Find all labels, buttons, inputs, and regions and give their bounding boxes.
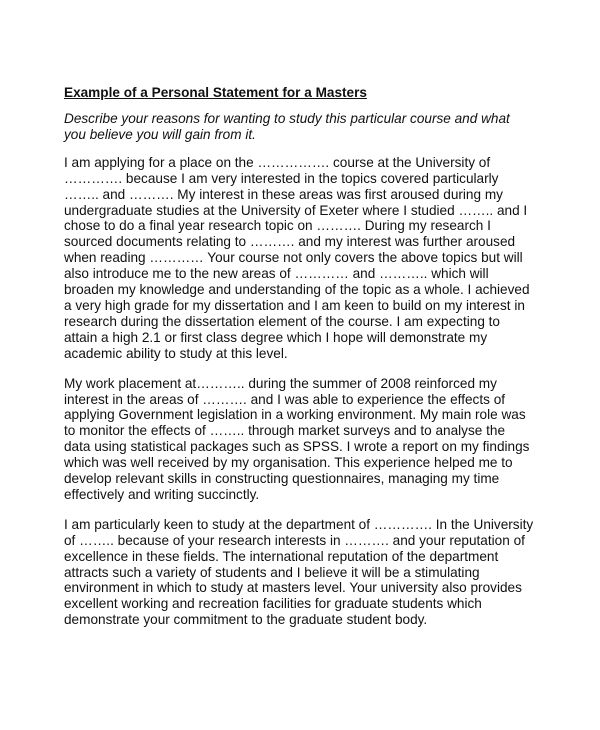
- paragraph-academic-interest: [64, 155, 544, 362]
- paragraph-line: which was well received by my organisation. This experience helped me to: [64, 455, 513, 471]
- paragraph-line: of …….. because of your research interests in ………. and your reputation of: [64, 532, 525, 548]
- paragraph-line: sourced documents relating to ………. and my interest was further aroused: [64, 234, 516, 250]
- paragraph-line: research during the dissertation element of the course. I am expecting to: [64, 313, 500, 329]
- paragraph-line: data using statistical packages such as SPSS. I wrote a report on my findings: [64, 439, 530, 455]
- paragraph-line: applying Government legislation in a working environment. My main role was: [64, 407, 526, 423]
- paragraph-line: academic ability to study at this level.: [64, 345, 288, 361]
- paragraph-line: chose to do a final year research topic on ………. During my research I: [64, 218, 491, 234]
- paragraph-line: attracts such a variety of students and I believe it will be a stimulating: [64, 564, 480, 580]
- paragraph-line: …….. and ………. My interest in these areas was first aroused during my: [64, 186, 503, 202]
- document-title: Example of a Personal Statement for a Masters: [64, 85, 367, 100]
- paragraph-line: interest in the areas of ………. and I was able to experience the effects of: [64, 391, 506, 407]
- document-page: [64, 84, 544, 642]
- paragraph-department: [64, 517, 544, 628]
- intro-prompt: [64, 111, 544, 143]
- paragraph-line: also introduce me to the new areas of ………… and ……….. which will: [64, 266, 489, 282]
- paragraph-line: attain a high 2.1 or first class degree which I hope will demonstrate my: [64, 329, 488, 345]
- paragraph-line: broaden my knowledge and understanding of the topic as a whole. I achieved: [64, 282, 530, 298]
- paragraph-line: develop relevant skills in constructing questionnaires, managing my time: [64, 471, 500, 487]
- paragraph-line: undergraduate studies at the University of Exeter where I studied …….. and I: [64, 202, 528, 218]
- paragraph-line: excellent working and recreation facilities for graduate students which: [64, 596, 482, 612]
- paragraph-line: …………. because I am very interested in the topics covered particularly: [64, 170, 499, 186]
- paragraph-work-placement: [64, 376, 544, 503]
- paragraph-line: I am applying for a place on the ……………. course at the University of: [64, 154, 491, 170]
- paragraph-line: I am particularly keen to study at the department of …………. In the University: [64, 516, 534, 532]
- intro-line: Describe your reasons for wanting to study this particular course and what: [64, 111, 510, 126]
- paragraph-line: to monitor the effects of …….. through market surveys and to analyse the: [64, 423, 506, 439]
- paragraph-line: demonstrate your commitment to the graduate student body.: [64, 612, 428, 628]
- paragraph-line: a very high grade for my dissertation and I am keen to build on my interest in: [64, 297, 525, 313]
- paragraph-line: My work placement at……….. during the summer of 2008 reinforced my: [64, 375, 497, 391]
- intro-line: you believe you will gain from it.: [64, 126, 256, 142]
- paragraph-line: effectively and writing succinctly.: [64, 486, 260, 502]
- paragraph-line: excellence in these fields. The international reputation of the department: [64, 548, 499, 564]
- paragraph-line: when reading ………… Your course not only covers the above topics but will: [64, 250, 523, 266]
- paragraph-line: environment in which to study at masters level. Your university also provides: [64, 580, 522, 596]
